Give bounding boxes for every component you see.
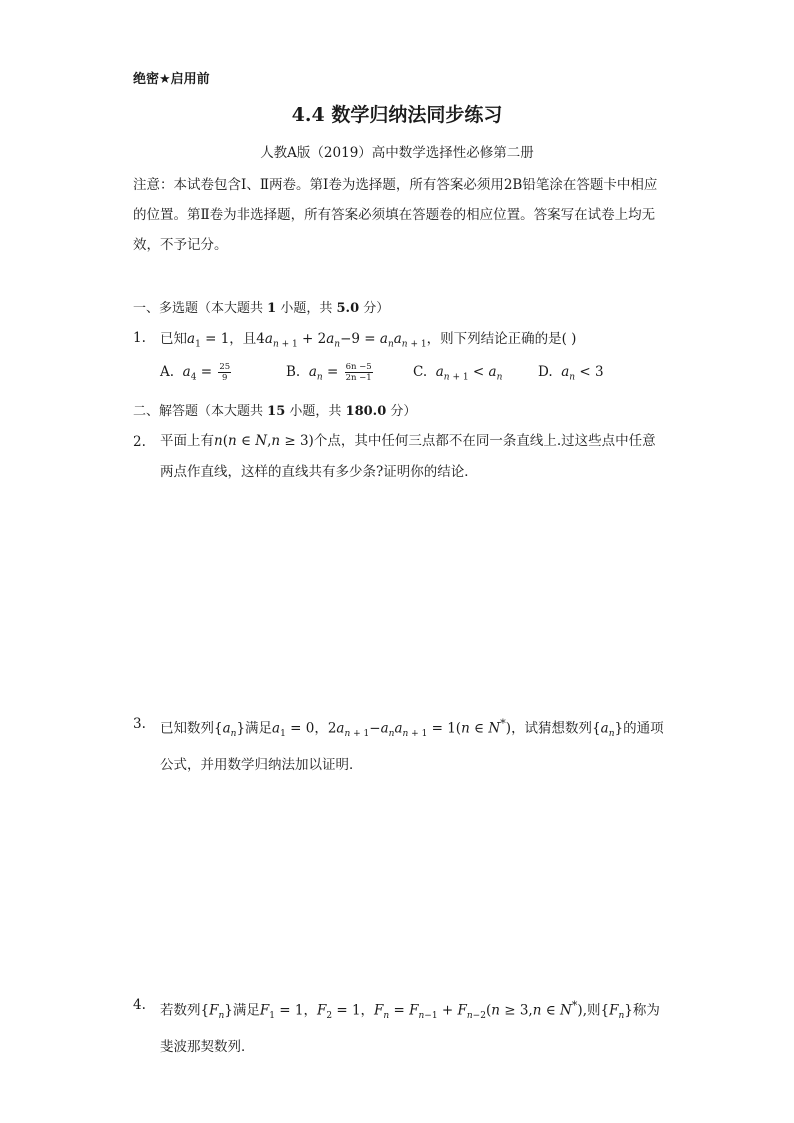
question-number: 3. bbox=[133, 716, 146, 732]
page-title: 4.4 数学归纳法同步练习 bbox=[291, 104, 503, 126]
secret-mark: 绝密★启用前 bbox=[133, 72, 210, 87]
option-b[interactable]: B. $a_n$ = $\frac{6n -5}{2n -1}$ bbox=[286, 362, 372, 383]
option-d[interactable]: D. $a_n < 3$ bbox=[538, 364, 604, 383]
question-number: 1. bbox=[133, 330, 146, 346]
question-1-text: 已知$a_1 = 1$，且$4a_{n + 1} + 2a_n-9 = a_na_{n + 1}$，则下列结论正确的是( ) bbox=[160, 331, 577, 350]
question-3-text: 已知数列$\{a_n\}$满足$a_1 = 0$，$2a_{n + 1}-a_na_{n + 1} = 1(n$ ∈ N*)，试猜想数列$\{a_n\}$的通项公式，并用数学归纳法加以证明． bbox=[160, 717, 664, 774]
section-header-multiple-choice: 一、多选题（本大题共 1 小题，共 5.0 分） bbox=[133, 301, 390, 316]
page-subtitle: 人教A版（2019）高中数学选择性必修第二册 bbox=[260, 145, 534, 161]
question-2-text: 平面上有n(n ∈ N,n ≥ 3)个点，其中任何三点都不在同一条直线上.过这些点中任意两点作直线，这样的直线共有多少条?证明你的结论． bbox=[160, 433, 656, 480]
exam-notice: 注意：本试卷包含Ⅰ、Ⅱ两卷。第Ⅰ卷为选择题，所有答案必须用2B铅笔涂在答题卡中相应的位置。第Ⅱ卷为非选择题，所有答案必须填在答题卷的相应位置。答案写在试卷上均无效，不予记分。 bbox=[133, 177, 658, 253]
question-4-text: 若数列$\{F_n\}$满足$F_1 = 1$，$F_2 = 1$，$F_n = F_{n-1} + F_{n-2}(n \ge 3,n$ ∈ N*),则$\{F_n\}$称为斐波那契数列． bbox=[160, 999, 660, 1056]
question-number: 4. bbox=[133, 997, 146, 1013]
fraction-25-9: $\frac{25}{9}$ bbox=[219, 362, 231, 383]
question-number: 2. bbox=[133, 434, 146, 450]
option-a[interactable]: A. $a_4$ = $\frac{25}{9}$ bbox=[160, 362, 231, 383]
section-header-free-response: 二、解答题（本大题共 15 小题，共 180.0 分） bbox=[133, 404, 417, 419]
fraction-6n-5-over-2n-1: $\frac{6n -5}{2n -1}$ bbox=[345, 362, 372, 383]
option-c[interactable]: C. $a_{n + 1} < a_n$ bbox=[413, 364, 503, 383]
